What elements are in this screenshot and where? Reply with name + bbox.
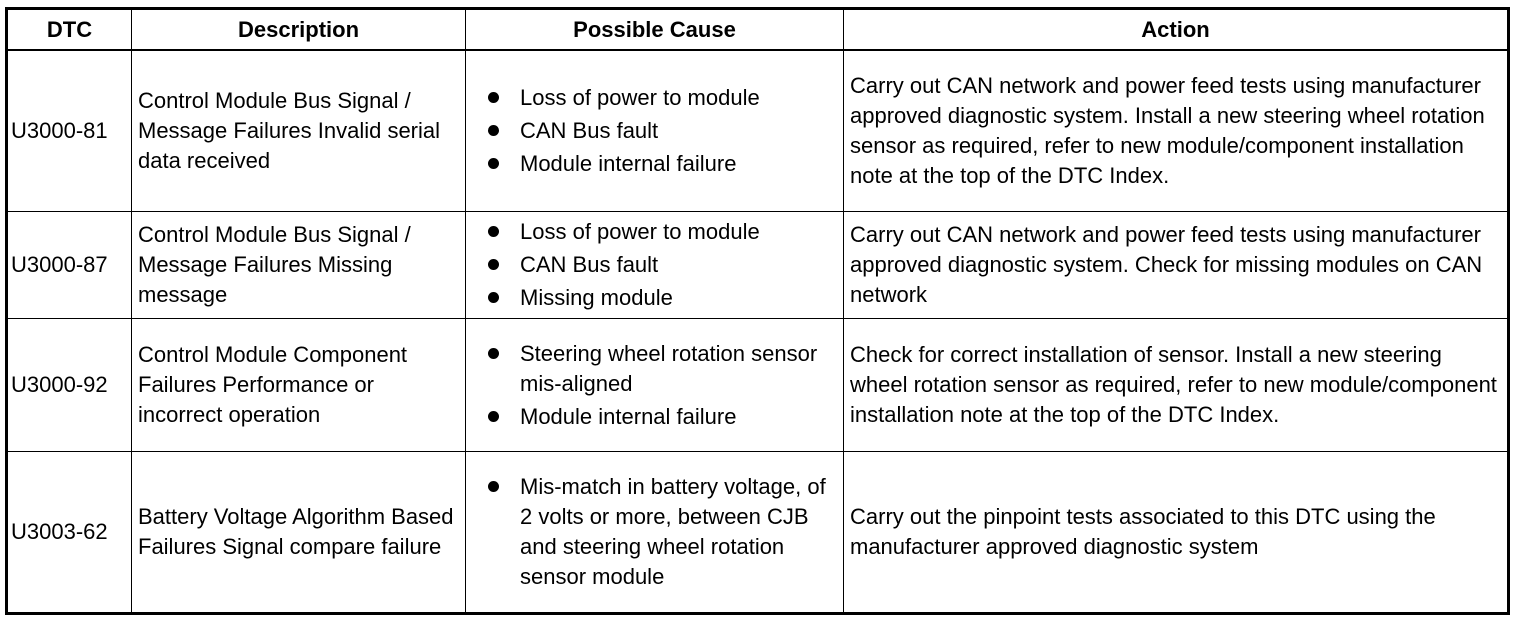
cause-item	[488, 339, 837, 399]
bullet-icon	[488, 92, 499, 103]
cause-text: Loss of power to module	[520, 85, 760, 110]
cause-item	[488, 283, 837, 313]
cause-text: Missing module	[520, 285, 673, 310]
cause-list	[488, 217, 837, 313]
cause-list	[488, 339, 837, 432]
cause-item	[488, 472, 837, 592]
header-possible-cause: Possible Cause	[466, 9, 844, 51]
dtc-description: Battery Voltage Algorithm Based Failures Signal compare failure	[132, 452, 466, 614]
cause-text: Module internal failure	[520, 151, 737, 176]
bullet-icon	[488, 348, 499, 359]
dtc-action: Check for correct installation of sensor. Install a new steering wheel rotation sensor as required, refer to new module/component installation note at the top of the DTC Index.	[844, 319, 1509, 452]
cause-text: Loss of power to module	[520, 219, 760, 244]
cause-item	[488, 217, 837, 247]
cause-item	[488, 250, 837, 280]
header-dtc: DTC	[7, 9, 132, 51]
table-row	[7, 319, 1509, 452]
table-row	[7, 212, 1509, 319]
table-header	[7, 9, 1509, 51]
dtc-action: Carry out CAN network and power feed tests using manufacturer approved diagnostic system. Install a new steering wheel rotation sensor as required, refer to new module/component installation note at the top of the DTC Index.	[844, 50, 1509, 212]
dtc-code: U3003-62	[7, 452, 132, 614]
bullet-icon	[488, 226, 499, 237]
dtc-code: U3000-87	[7, 212, 132, 319]
possible-cause-cell	[466, 452, 844, 614]
dtc-description: Control Module Component Failures Performance or incorrect operation	[132, 319, 466, 452]
dtc-action: Carry out CAN network and power feed tests using manufacturer approved diagnostic system. Check for missing modules on CAN network	[844, 212, 1509, 319]
bullet-icon	[488, 158, 499, 169]
bullet-icon	[488, 125, 499, 136]
header-action: Action	[844, 9, 1509, 51]
header-description: Description	[132, 9, 466, 51]
cause-item	[488, 83, 837, 113]
bullet-icon	[488, 411, 499, 422]
cause-item	[488, 116, 837, 146]
cause-text: Mis-match in battery voltage, of 2 volts or more, between CJB and steering wheel rotation sensor module	[520, 474, 826, 589]
cause-text: Steering wheel rotation sensor mis-aligned	[520, 340, 818, 396]
header-row	[7, 9, 1509, 51]
table-row	[7, 452, 1509, 614]
dtc-table	[5, 7, 1510, 615]
dtc-code: U3000-81	[7, 50, 132, 212]
possible-cause-cell	[466, 50, 844, 212]
bullet-icon	[488, 481, 499, 492]
possible-cause-cell	[466, 319, 844, 452]
bullet-icon	[488, 292, 499, 303]
dtc-action: Carry out the pinpoint tests associated to this DTC using the manufacturer approved diagnostic system	[844, 452, 1509, 614]
cause-item	[488, 402, 837, 432]
dtc-description: Control Module Bus Signal / Message Failures Invalid serial data received	[132, 50, 466, 212]
bullet-icon	[488, 259, 499, 270]
dtc-code: U3000-92	[7, 319, 132, 452]
cause-text: CAN Bus fault	[520, 118, 659, 143]
table-row	[7, 50, 1509, 212]
cause-text: Module internal failure	[520, 403, 737, 429]
dtc-description: Control Module Bus Signal / Message Failures Missing message	[132, 212, 466, 319]
possible-cause-cell	[466, 212, 844, 319]
cause-list	[488, 472, 837, 592]
cause-list	[488, 83, 837, 179]
cause-text: CAN Bus fault	[520, 252, 659, 277]
cause-item	[488, 149, 837, 179]
